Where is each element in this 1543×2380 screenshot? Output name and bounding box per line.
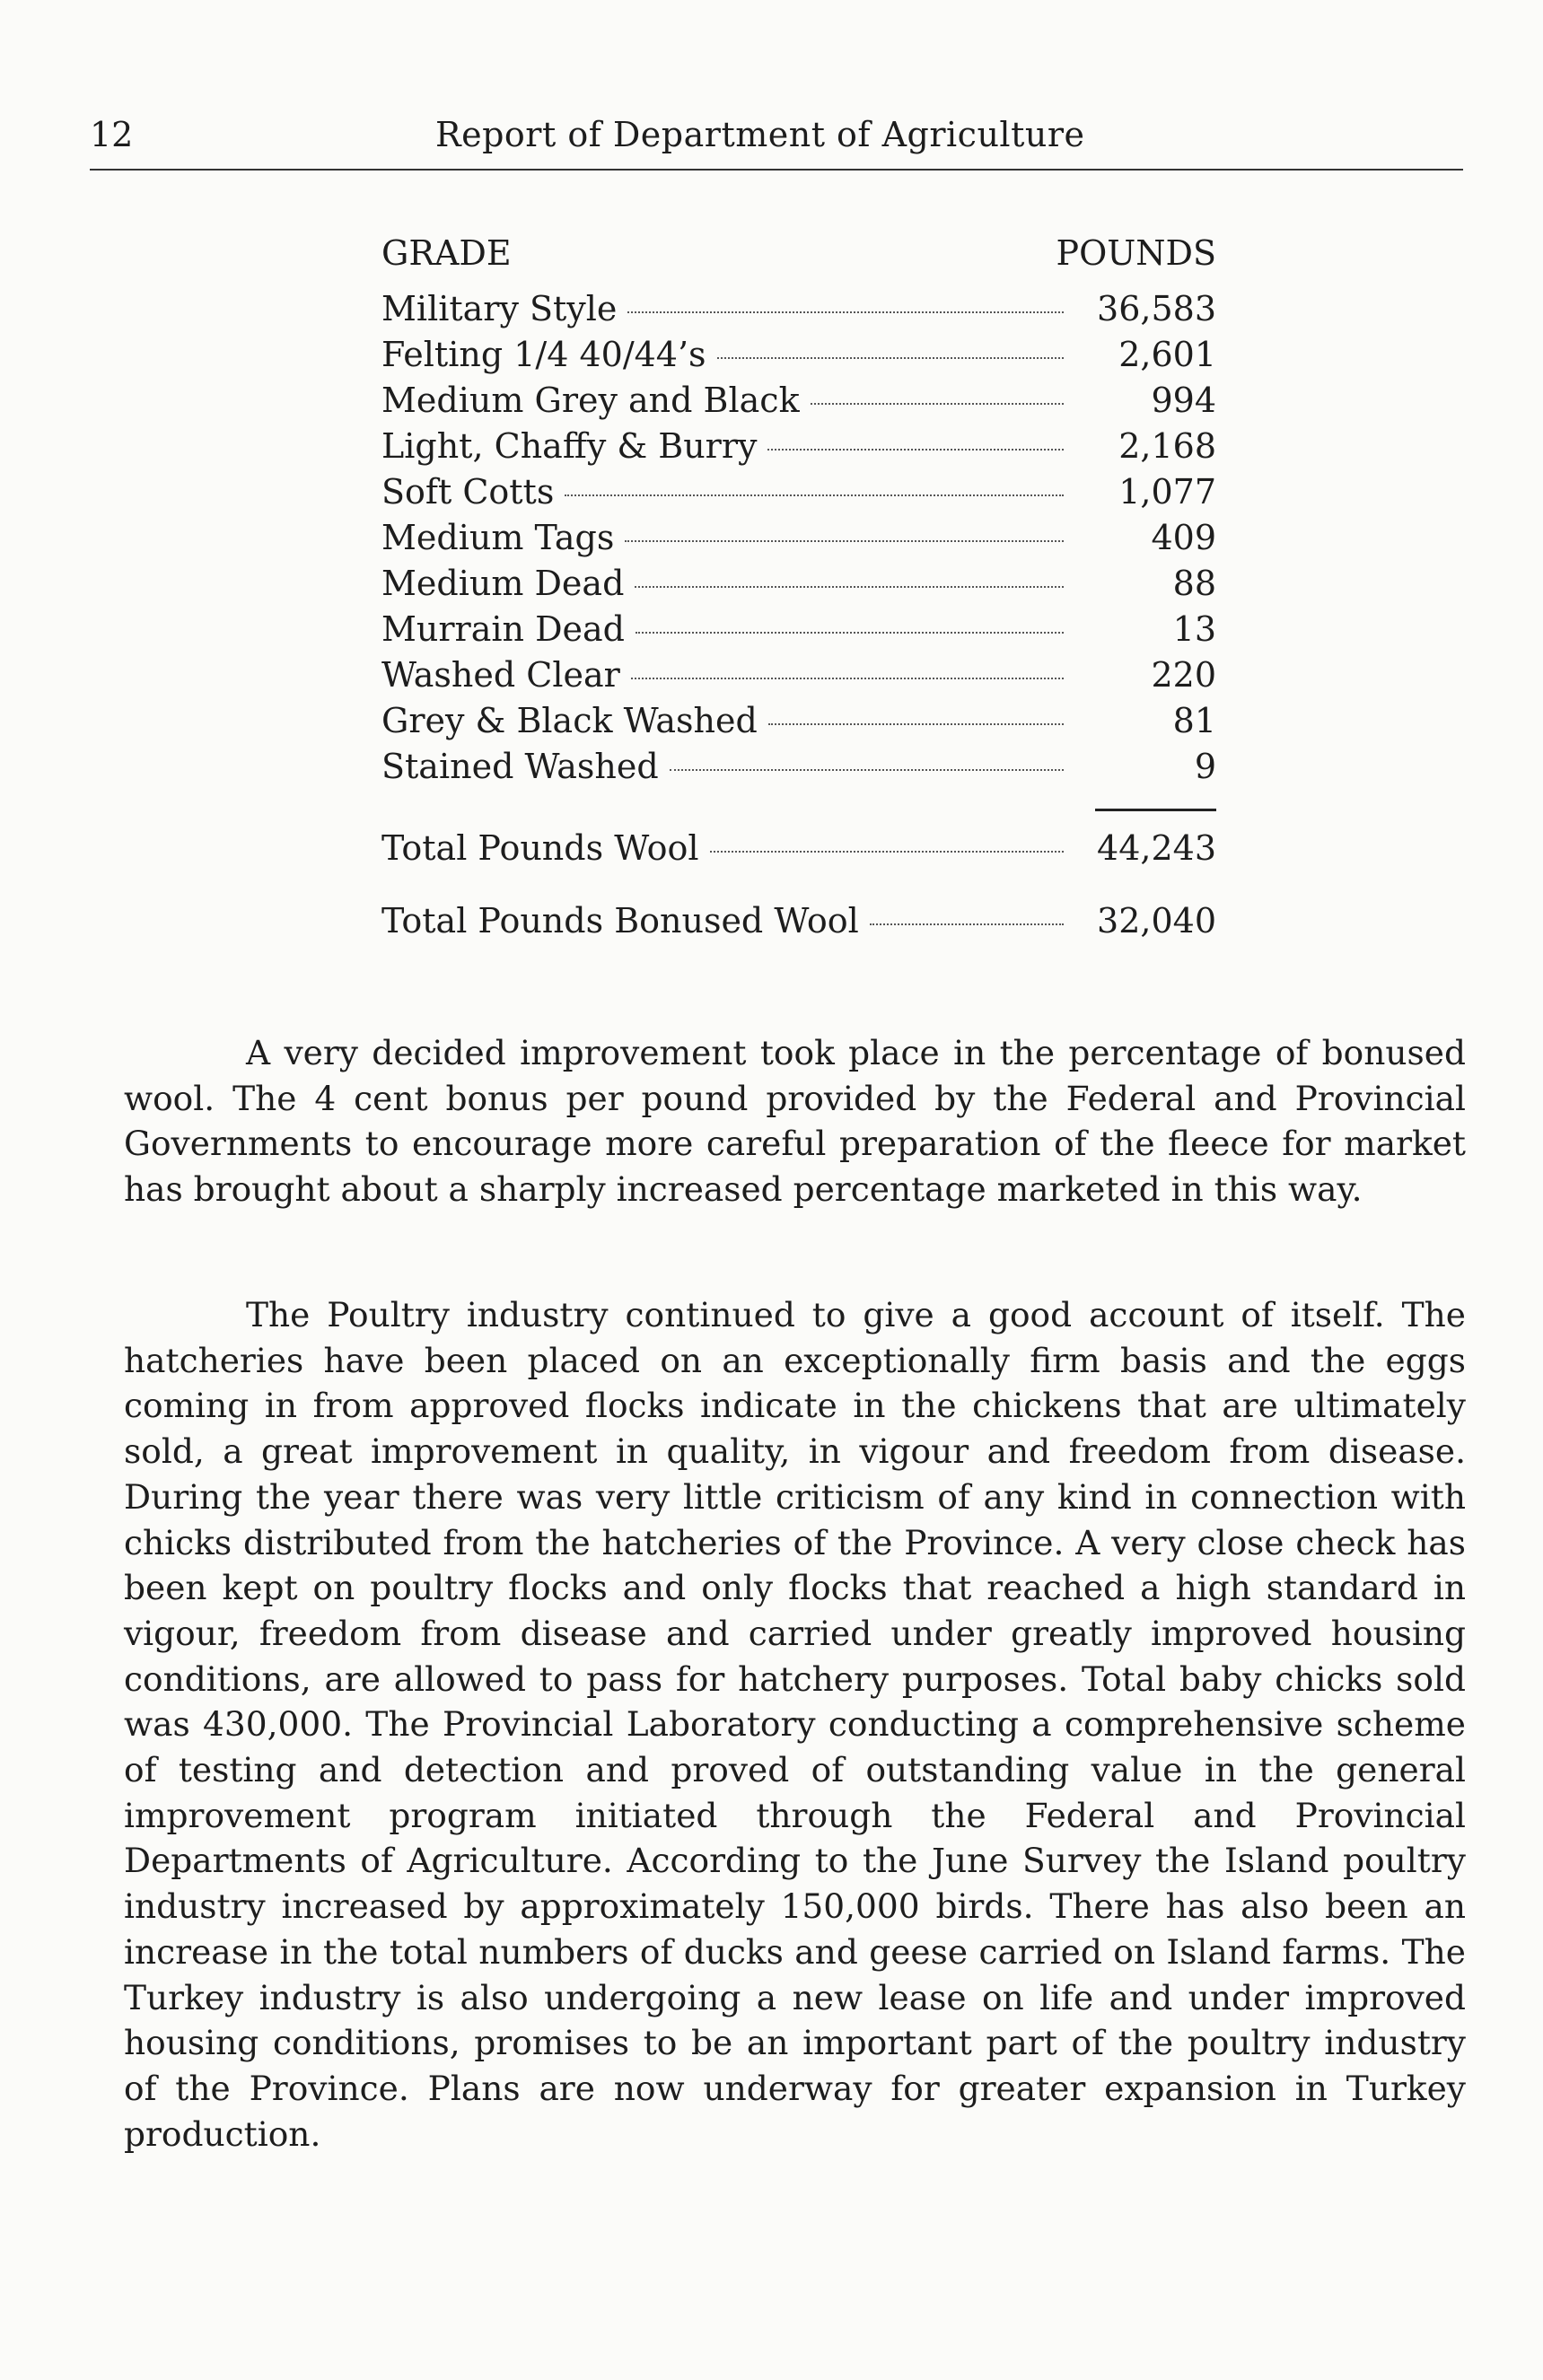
table-row (381, 609, 1216, 655)
pounds-cell: 1,077 (1118, 472, 1216, 512)
dot-leader (670, 769, 1064, 771)
table-row (381, 518, 1216, 564)
dot-leader (631, 678, 1064, 679)
table-row (381, 289, 1216, 335)
column-header-pounds: POUNDS (1056, 233, 1216, 273)
dot-leader (565, 494, 1064, 496)
dot-leader (625, 540, 1064, 542)
pounds-cell: 88 (1172, 564, 1216, 603)
dot-leader (811, 403, 1064, 405)
paragraph-poultry-industry: The Poultry industry continued to give a good account of itself. The hatcheries have been placed on an exceptionally firm basis and the eggs coming in from approved flocks indicate in the chickens that are ultimately sold, a great improvement in quality, in vigour and freedom from disease. During the year there was very little criticism of any kind in connection with chicks distributed from the hatcheries of the Province. A very close check has been kept on poultry flocks and only flocks that reached a high standard in vigour, freedom from disease and carried under greatly improved housing conditions, are allowed to pass for hatchery purposes. Total baby chicks sold was 430,000. The Provincial Laboratory conducting a comprehensive scheme of testing and detection and proved of outstanding value in the general improvement program initiated through the Federal and Provincial Departments of Agriculture. According to the June Survey the Island poultry industry increased by approximately 150,000 birds. There has also been an increase in the total numbers of ducks and geese carried on Island farms. The Turkey industry is also undergoing a new lease on life and under improved housing conditions, promises to be an important part of the poultry industry of the Province. Plans are now underway for greater expansion in Turkey production. (124, 1295, 1466, 2154)
grade-cell: Military Style (381, 289, 618, 328)
grade-cell: Washed Clear (381, 655, 620, 695)
pounds-cell: 220 (1151, 655, 1216, 695)
total-label: Total Pounds Wool (381, 828, 699, 868)
grade-cell: Felting 1/4 40/44’s (381, 335, 706, 374)
grade-cell: Medium Grey and Black (381, 381, 800, 420)
grade-cell: Light, Chaffy & Burry (381, 426, 758, 466)
grade-cell: Grey & Black Washed (381, 701, 758, 740)
wool-grade-table (381, 233, 1216, 947)
pounds-cell: 36,583 (1097, 289, 1216, 328)
grade-cell: Soft Cotts (381, 472, 555, 512)
pounds-cell: 2,168 (1118, 426, 1216, 466)
pounds-cell: 13 (1172, 609, 1216, 649)
total-value: 32,040 (1097, 901, 1216, 941)
pounds-cell: 81 (1172, 701, 1216, 740)
column-header-grade: GRADE (381, 233, 512, 273)
table-row (381, 381, 1216, 426)
dot-leader (870, 923, 1064, 925)
table-row (381, 701, 1216, 747)
table-row (381, 472, 1216, 518)
dot-leader (768, 723, 1064, 725)
dot-leader (717, 357, 1064, 359)
pounds-cell: 2,601 (1118, 335, 1216, 374)
table-row (381, 426, 1216, 472)
running-title: Report of Department of Agriculture (435, 115, 1085, 154)
grade-cell: Stained Washed (381, 747, 659, 786)
page-number: 12 (90, 115, 134, 154)
total-rule (1095, 809, 1216, 811)
paragraph-bonused-wool: A very decided improvement took place in the percentage of bonused wool. The 4 cent bonus per pound provided by the Federal and Provincial Governments to encourage more careful preparation of the fleece for market has brought about a sharply increased percentage marketed in this way. (124, 1033, 1466, 1210)
table-row (381, 564, 1216, 609)
pounds-cell: 409 (1151, 518, 1216, 557)
dot-leader (710, 851, 1064, 853)
table-row (381, 335, 1216, 381)
pounds-cell: 994 (1151, 381, 1216, 420)
table-row (381, 747, 1216, 792)
total-rule-row (381, 792, 1216, 828)
dot-leader (767, 449, 1064, 451)
dot-leader (635, 586, 1064, 588)
total-row (381, 828, 1216, 874)
pounds-cell: 9 (1194, 747, 1216, 786)
total-label: Total Pounds Bonused Wool (381, 901, 859, 941)
grade-cell: Medium Tags (381, 518, 615, 557)
total-value: 44,243 (1097, 828, 1216, 868)
grade-cell: Murrain Dead (381, 609, 626, 649)
dot-leader (636, 632, 1064, 634)
table-row (381, 655, 1216, 701)
table-header-row (381, 233, 1216, 289)
page-header (90, 115, 1463, 171)
dot-leader (627, 311, 1064, 313)
grade-cell: Medium Dead (381, 564, 625, 603)
total-row (381, 901, 1216, 947)
